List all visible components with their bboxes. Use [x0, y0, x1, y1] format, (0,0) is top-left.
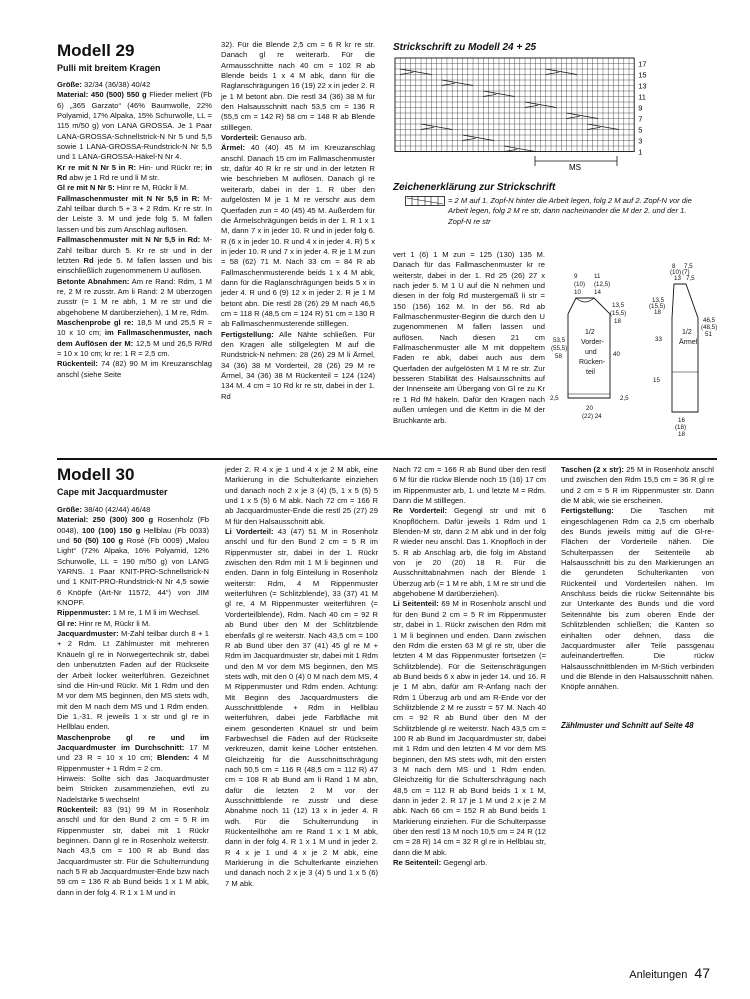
paragraph: Kr re mit N Nr 5 in R: Hin- und Rückr re; in Rd abw je 1 Rd re und li M str.: [57, 162, 212, 183]
modell-30-column-4: [561, 465, 714, 693]
paragraph: Re Vorderteil: Gegengl str und mit 6 Knopflöchern. Dafür jeweils 1 Rdm und 1 Blenden-M str, dann 2 M abk und in der folg R wieder neu anschl. Das 1. Knopfloch in der 5. R ab Anschlag arb, die folg im Abstand von je 20 (20) 18 R. Für die Ausschnittabnahmen nach der Blende 1 Überzug arb (= 1 M re abh, 1 M re str und die abgehobene M darüberziehen).: [393, 506, 546, 599]
svg-text:(10): (10): [574, 281, 586, 288]
svg-text:(7): (7): [682, 269, 690, 276]
chart-row-number: 5: [638, 125, 643, 135]
svg-text:9: 9: [574, 273, 578, 280]
paragraph: Re Seitenteil: Gegengl arb.: [393, 858, 488, 868]
paragraph: Jacquardmuster: M-Zahl teilbar durch 8 + 1 + 2 Rdm. Lt Zählmuster mit mehreren Knäueln gl re in Norwegertechnik str, dabei den unbenutzten Faden auf der Rückseite der Arbeit locker weiterführen. Gezeichnet sind die Hin-und Rückr. Mit 1 Rdm und den M vor dem MS beginnen, den MS stets wdh, mit den M nach dem MS und 1 Rdm enden. Die 1.-31. R jeweils 1 x str und gl re in Hellblau enden.: [57, 629, 209, 732]
svg-text:und: und: [585, 349, 597, 356]
svg-text:8: 8: [672, 263, 676, 270]
paragraph: Nach 72 cm = 166 R ab Bund über den restl 6 M für die rückw Blende noch 15 (16) 17 cm im Rippenmuster arb, 1. und letzte M = Rdm. Dann die M stilllegen.: [393, 465, 546, 506]
svg-text:18: 18: [654, 309, 661, 316]
modell-30-column-3: [393, 465, 546, 868]
svg-text:2,5: 2,5: [620, 395, 629, 402]
svg-text:(15,5): (15,5): [610, 310, 627, 317]
svg-text:(10): (10): [670, 269, 682, 276]
legend-title: Zeichenerklärung zur Strickschrift: [393, 182, 556, 193]
cable-symbol-icon: [405, 196, 445, 206]
paragraph: Rückenteil: 74 (82) 90 M im Kreuzanschlag anschl (siehe Seite: [57, 359, 212, 379]
paragraph: Gl re mit N Nr 5: Hinr re M, Rückr li M.: [57, 183, 189, 193]
svg-text:13,5: 13,5: [652, 297, 665, 304]
section-divider: [57, 458, 717, 460]
modell-29-column-1: [57, 80, 212, 380]
paragraph: Rückenteil: 83 (91) 99 M in Rosenholz anschl und für den Bund 2 cm = 5 R im Rippenmuster str, dabei mit 1 Rückr beginnen. Dann gl re in Rosenholz weiterstr. Nach 43,5 cm = 100 R ab Bund das Jacquardmuster str. Für die Schulterrundung nach 5 R ab Jacquardmuster-Ende bzw nach 59 cm = 136 R ab Bund beids 1 x 1 M abk, dann in der folg 4. R 1 x 1 M und in: [57, 804, 209, 897]
modell-30-column-1: [57, 505, 209, 898]
svg-text:58: 58: [555, 353, 562, 360]
modell-29-subtitle: Pulli mit breitem Kragen: [57, 63, 161, 73]
modell-30-title: Modell 30: [57, 465, 135, 484]
svg-text:2,5: 2,5: [550, 395, 559, 402]
paragraph: Fallmaschenmuster mit N Nr 5,5 in R: M-Zahl teilbar durch 5 + 3 + 2 Rdm. Kr re str. In der Leiste 3. M und jede folg 5. M fallen lassen und bis zum Anschlag auflösen.: [57, 193, 212, 234]
paragraph: Material: 250 (300) 300 g Rosenholz (Fb 0048), 100 (100) 150 g Hellblau (Fb 0033) und 50 (50) 100 g Rosé (Fb 0009) „Malou Light“ (72% Alpaka, 16% Polyamid, 12% Schurwolle, LL = 190 m/50 g) von LANG YARNS. 1 Paar KNIT-PRO-Schnellstrick-N und 1 KNIT-PRO-Rundstrick-N Nr 4,5 sowie 6 Knöpfe (Art-Nr 11572, 44“) von JIM KNOPF.: [57, 515, 209, 608]
svg-text:(48,5): (48,5): [701, 324, 718, 331]
svg-text:46,5: 46,5: [703, 317, 716, 324]
chart-title: Strickschrift zu Modell 24 + 25: [393, 42, 537, 53]
svg-text:1/2: 1/2: [682, 329, 692, 336]
modell-30-column-2: [225, 465, 378, 889]
chart-row-number: 1: [638, 147, 643, 157]
paragraph: Maschenprobe gl re: 18,5 M und 25,5 R = 10 x 10 cm; im Fallmaschenmuster, nach dem Auflösen der M: 12,5 M und 26,5 R/Rd = 10 x 10 cm; kr re: 1 R = 2,5 cm.: [57, 317, 212, 358]
paragraph: Maschenprobe gl re und im Jacquardmuster im Durchschnitt: 17 M und 23 R = 10 x 10 cm; Blenden: 4 M Rippenmuster + 1 Rdm = 2 cm.: [57, 732, 209, 773]
svg-text:Vorder-: Vorder-: [581, 339, 604, 346]
svg-text:teil: teil: [586, 369, 595, 376]
svg-text:18: 18: [614, 318, 621, 325]
paragraph: Li Seitenteil: 69 M in Rosenholz anschl und für den Bund 2 cm = 5 R im Rippenmuster str, dabei in 1. Rückr zwischen den Rdm mit 1 M li beginnen und enden. Dann zwischen den Rdm die ersten 63 M gl re str, über die letzten 4 M das Rippenmuster fortsetzen (= Schlitzblende). Für die Seitenschrägungen ab Bund beids 6 x abw in jeder 14. und 16. R je 1 M abn, dafür am R-Anfang nach der Rdm 1 Überzug arb und am R-Ende vor der Schlitzblende 2 M re zusstr = 57 M. Nach 40 cm = 92 R ab Bund über den M der Schlitzblende gl re weiterstr. Nach 43,5 cm = 100 R ab Bund im Jacquardmuster str, dabei mit 1 Rdm und den letzten 4 M vor dem MS beginnen, den MS stets wdh, mit den ersten 3 M nach dem MS und 1 Rdm enden. Gleichzeitig für die Schulterschrägung nach 48,5 cm = 112 R ab Bund beids 1 x 1 M, dann in jeder 2. R 17 je 1 M und 2 x je 2 M abk. Nach 66 cm = 152 R ab Bund beids 1 Markierung einziehen. Für die Schulterpasse über den restl 13 M noch 10,5 cm = 24 R (12 cm = 28 R) 14 cm = 32 R gl re in Hellblau str, dann die M abk.: [393, 599, 546, 857]
chart-row-number: 17: [638, 59, 647, 69]
svg-text:40: 40: [613, 351, 620, 358]
chart-row-number: 11: [638, 92, 646, 102]
modell-29-column-3: [393, 250, 545, 426]
svg-text:7,5: 7,5: [684, 263, 693, 270]
chart-row-number: 3: [638, 136, 643, 146]
svg-text:20: 20: [586, 405, 593, 412]
paragraph: Ärmel: 40 (40) 45 M im Kreuzanschlag anschl. Danach 15 cm im Fallmaschenmuster str, dafür 40 R kr re str und in der letzten R wie beschrieben M auflösen. Danach gl re weiterarb, dabei in der 1. R über den aufgelösten M je 1 M re verschr aus dem Querfaden zun = 40 (45) 45 M. Außerdem für die Ärmelschrägungen beids in der 1. R 1 x 1 M, dann 7 x in jeder 10. R und in jeder folg 6. R (6 x in jeder 10. R und 4 x in jeder 4. R) 5 x in jeder 10. R und 7 x in jeder 4. R je 1 M zun = 58 (62) 71 M. Nach 33 cm = 84 R ab Fallmaschenmusterende beids 1 x 4 M abk, dann für die Raglanschrägungen beids 5 x in jeder 4. R und 6 (9) 12 x in jeder 2. R je 1 M betont abn. Die restl 28 (26) 29 M nach 46,5 cm = 118 R (48,5 cm = 124 R) 51 cm = 130 R ab Fallmaschenmusterende stilllegen.: [221, 143, 375, 329]
svg-text:(12,5): (12,5): [594, 281, 611, 288]
modell-29-column-2: [221, 40, 375, 402]
schematic-sleeve: [648, 262, 718, 452]
svg-text:(22) 24: (22) 24: [582, 413, 602, 420]
modell-30-subtitle: Cape mit Jacquardmuster: [57, 487, 168, 497]
paragraph: Li Vorderteil: 43 (47) 51 M in Rosenholz anschl und für den Bund 2 cm = 5 R im Rippenmuster str, dabei in der 1. Rückr zwischen den Rdm mit 1 M li beginnen und enden. Dann in folg Einteilung in Rosenholz weiterstr: Rdm, 4 M Rippenmuster weiterführen (= Schlitzblende), 33 (37) 41 M gl re, 4 M Rippenmuster weiterführen (= Vorderteilblende), Rdm. Nach 40 cm = 92 R ab Bund über den M der Schlitzblende ebenfalls gl re weiterstr. Nach 43,5 cm = 100 R ab Bund über den 37 (41) 45 gl re M + Rdm im Jacquardmuster str, dabei mit 1 Rdm und den M vor dem MS beginnen, den MS stets wdh, mit den 0 (4) 0 M nach dem MS, 4 M Rippenmuster und Rdm enden. Achtung: Mit Beginn des Jacquardmusters die Ausschnittblende + Rdm in Hellblau weiterführen, dabei jede Farbfläche mit einem gesonderten Knäuel str und beim Farbwechsel die Fäden auf der Rückseite verkreuzen, damit keine Löcher entstehen. Gleichzeitig für die Ausschnittschrägung nach 50,5 cm = 116 R (48,5 cm = 112 R) 47 cm = 108 R ab Bund am li Rand 1 M abn, dafür die letzten 2 M vor der Ausschnittblende re zusstr und diese Abnahme noch 11 (12) 13 x in jeder 4. R wdh. Für die Schulterrundung in Rückenteilhöhe am re Rand 1 x 1 M abk, dann in der folg 4. R 1 x 1 M und in jeder 2. R 4 x je 1 und 4 x je 2 M abk, eine Markierung in die Schulterkante einziehen und danach noch 2 x je 3 (4) 5 und 1 x 5 (6) 7 M abk.: [225, 527, 378, 888]
paragraph: Größe: 38/40 (42/44) 46/48: [57, 505, 151, 514]
paragraph: jeder 2. R 4 x je 1 und 4 x je 2 M abk, eine Markierung in die Schulterkante einziehen und danach noch 2 x je 3 (4) (5, 1 x 5 (5) 5 und 1 x 5 (5) 6 M abk. Nach 72 cm = 166 R ab Jacquardmuster-Ende die restl 25 (27) 29 M für den Halsausschnitt abk.: [225, 465, 378, 526]
svg-text:11: 11: [594, 273, 601, 280]
svg-text:13: 13: [674, 275, 681, 282]
svg-text:51: 51: [705, 331, 712, 338]
paragraph: Hinweis: Sollte sich das Jacquardmuster beim Stricken zusammenziehen, evtl zu Nadelstärke 5 wechseln!: [57, 773, 209, 804]
svg-text:(18): (18): [675, 424, 687, 431]
footer-label: Anleitungen: [629, 969, 688, 981]
paragraph: Fertigstellung: Die Taschen mit eingeschlagenen Rdm ca 2,5 cm oberhalb des Bunds jeweils mittig auf die Gl-re-Flächen der Vorderteile nähen. Die Schulterpassen der Seitenteile ab Halsausschnitt bis zu den Markierungen an die gerundeten Schulterkanten von Rückenteil und Vorderteilen nähen. Im Anschluss beids die rückw Seitennähte bis zur Unterkante des Bunds und die vord Seitennähte bis zum oberen Ende der Schlitzblenden schließen; die Kanten so einhalten oder dehnen, dass die Jacquardmuster aller Teile passgenau aufeinandertreffen. Die rückw Halsausschnittblenden im M-Stich verbinden und die Blende in den Halsausschnitt nähen. Knöpfe annähen.: [561, 506, 714, 692]
legend-text: = 2 M auf 1. Zopf-N hinter die Arbeit legen, folg 2 M auf 2. Zopf-N vor die Arbeit legen, folg 2 M re str, dann nacheinander die M der 2. und der 1. Zopf-N re str: [448, 196, 692, 226]
pattern-note: Zählmuster und Schnitt auf Seite 48: [561, 721, 694, 730]
paragraph: 32). Für die Blende 2,5 cm = 6 R kr re str. Danach gl re weiterarb. Für die Armausschnitte nach 40 cm = 102 R ab Blende beids 1 x 4 M abk, dann für die Raglanschrägungen 16 (19) 22 x in jeder 2. R je 1 M betont abn. Die restl 34 (36) 38 M für den Halsausschnitt nach 53,5 cm = 136 R (55,5 cm = 142 R) 58 cm = 148 R ab Blende stilllegen.: [221, 40, 375, 132]
svg-text:(15,5): (15,5): [649, 303, 666, 310]
svg-text:Rücken-: Rücken-: [579, 359, 606, 366]
svg-text:1/2: 1/2: [585, 329, 595, 336]
svg-text:Ärmel: Ärmel: [679, 339, 698, 346]
schematic-body: [548, 262, 648, 452]
page-number: 47: [694, 965, 710, 981]
chart-row-number: 9: [638, 103, 643, 113]
paragraph: vert 1 (6) 1 M zun = 125 (130) 135 M. Danach für das Fallmaschenmuster kr re weiterstr, dabei in der 1. Rd 25 (26) 27 x nach jeder 5. M 1 U auf die N nehmen und diesen in der folg Rd mustergemäß li str = 150 (156) 162 M. In der 56. Rd ab Fallmaschenmuster-Beginn die durch den U zugenommenen M fallen lassen und auflösen. Nach diesen 21 cm Fallmaschenmuster alle M mit doppeltem Faden re abk, dabei auch aus dem Querfaden der aufgelösten M 1 M re str. Zur besseren Stabilität des Halsausschnitts auf der Innenseite am Übergang von Gl re zu Kr re 1 Rd fM häkeln. Dafür den Kragen nach außen umlegen und die Kettm in die M der Bruchkante arb.: [393, 250, 545, 425]
paragraph: Rippenmuster: 1 M re, 1 M li im Wechsel.: [57, 608, 200, 618]
knitting-chart: [393, 56, 693, 174]
chart-row-number: 13: [638, 81, 647, 91]
svg-text:15: 15: [653, 377, 660, 384]
paragraph: Fallmaschenmuster mit N Nr 5,5 in Rd: M-Zahl teilbar durch 5. Kr re str und in der letzten Rd jede 5. M fallen lassen und bis einschließlich zugenommenem U auflösen.: [57, 235, 212, 276]
paragraph: Material: 450 (500) 550 g Flieder meliert (Fb 6) „365 Garzato“ (46% Baumwolle, 22% Polyamid, 17% Alpaka, 15% Schurwolle, LL = 115 m/50 g) von LANA GROSSA. Je 1 Paar LANA-GROSSA-Schnellstrick-N Nr 5 und 5,5 sowie 1 LANA-GROSSA-Rundstrick-N Nr 5,5 und 1 LANA-GROSSA-Häkel-N Nr 4.: [57, 90, 212, 162]
paragraph: Taschen (2 x str): 25 M in Rosenholz anschl und zwischen den Rdm 15,5 cm = 36 R gl re und 2 cm = 5 R im Rippenmuster str. Dann die M abk, wie sie erscheinen.: [561, 465, 714, 506]
svg-text:13,5: 13,5: [612, 302, 625, 309]
paragraph: Gl re: Hinr re M, Rückr li M.: [57, 618, 151, 628]
paragraph: Betonte Abnahmen: Am re Rand: Rdm, 1 M re, 2 M re zusstr. Am li Rand: 2 M überzogen zusstr (= 1 M re abh, 1 M re str und die abgehobene M darüberziehen), 1 M re, Rdm.: [57, 276, 212, 317]
svg-text:16: 16: [678, 417, 685, 424]
paragraph: Größe: 32/34 (36/38) 40/42: [57, 80, 151, 89]
svg-text:14: 14: [594, 289, 601, 296]
paragraph: Vorderteil: Genauso arb.: [221, 133, 307, 143]
svg-text:53,5: 53,5: [553, 337, 566, 344]
svg-text:18: 18: [678, 431, 685, 438]
svg-text:(55,5): (55,5): [551, 345, 568, 352]
paragraph: Fertigstellung: Alle Nähte schließen. Für den Kragen alle stillgelegten M auf die Rundstrick-N nehmen: 28 (26) 29 M li Ärmel, 34 (36) 38 M Vorderteil, 28 (26) 29 M re Ärmel, 34 (36) 38 M Rückenteil = 124 (124) 134 M. 4 cm = 10 Rd kr re str, dabei in der 1. Rd: [221, 329, 375, 401]
chart-row-number: 15: [638, 70, 647, 80]
svg-text:10: 10: [574, 289, 581, 296]
svg-text:33: 33: [655, 336, 662, 343]
modell-29-title: Modell 29: [57, 41, 135, 60]
chart-ms-label: MS: [569, 163, 581, 172]
chart-row-number: 7: [638, 114, 643, 124]
page-footer: [629, 965, 710, 981]
svg-text:7,5: 7,5: [686, 275, 695, 282]
